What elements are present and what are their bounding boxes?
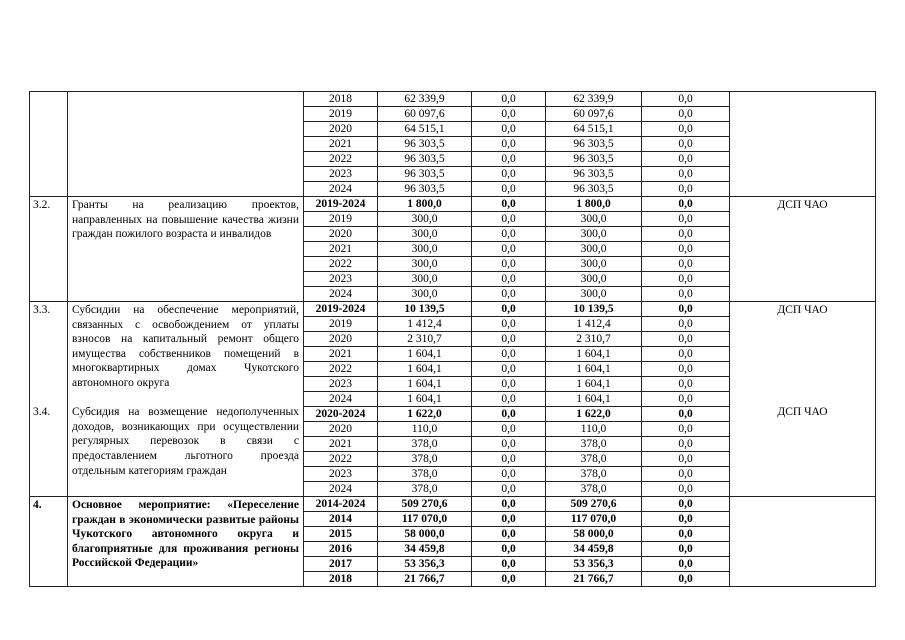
executor-text: ДСП ЧАО xyxy=(777,405,828,418)
year-cell: 2019 xyxy=(304,107,378,122)
item-number xyxy=(30,92,68,197)
regional-cell: 1 604,1 xyxy=(546,392,642,407)
other-cell: 0,0 xyxy=(642,557,730,572)
federal-cell: 0,0 xyxy=(472,287,546,302)
other-cell: 0,0 xyxy=(642,437,730,452)
regional-cell: 378,0 xyxy=(546,482,642,497)
federal-cell: 0,0 xyxy=(472,437,546,452)
year-cell: 2022 xyxy=(304,452,378,467)
other-cell: 0,0 xyxy=(642,332,730,347)
year-cell: 2020 xyxy=(304,422,378,437)
budget-table-page xyxy=(29,91,876,587)
regional-cell: 378,0 xyxy=(546,467,642,482)
executor-cell xyxy=(730,302,876,497)
year-cell: 2022 xyxy=(304,257,378,272)
federal-cell: 0,0 xyxy=(472,122,546,137)
other-cell: 0,0 xyxy=(642,497,730,512)
regional-cell: 1 412,4 xyxy=(546,317,642,332)
regional-cell: 53 356,3 xyxy=(546,557,642,572)
other-cell: 0,0 xyxy=(642,257,730,272)
total-cell: 96 303,5 xyxy=(378,152,472,167)
total-cell: 378,0 xyxy=(378,482,472,497)
regional-cell: 300,0 xyxy=(546,212,642,227)
executor-cell xyxy=(730,92,876,197)
regional-cell: 300,0 xyxy=(546,257,642,272)
other-cell: 0,0 xyxy=(642,407,730,422)
other-cell: 0,0 xyxy=(642,242,730,257)
other-cell: 0,0 xyxy=(642,227,730,242)
regional-cell: 58 000,0 xyxy=(546,527,642,542)
year-cell: 2024 xyxy=(304,182,378,197)
other-cell: 0,0 xyxy=(642,92,730,107)
federal-cell: 0,0 xyxy=(472,557,546,572)
federal-cell: 0,0 xyxy=(472,542,546,557)
item-number: 4. xyxy=(30,497,68,587)
regional-cell: 62 339,9 xyxy=(546,92,642,107)
year-cell: 2020 xyxy=(304,332,378,347)
item-name xyxy=(68,92,304,197)
regional-cell: 378,0 xyxy=(546,452,642,467)
table-row xyxy=(30,497,876,512)
total-cell: 1 604,1 xyxy=(378,377,472,392)
federal-cell: 0,0 xyxy=(472,377,546,392)
other-cell: 0,0 xyxy=(642,212,730,227)
year-cell: 2023 xyxy=(304,167,378,182)
regional-cell: 96 303,5 xyxy=(546,137,642,152)
other-cell: 0,0 xyxy=(642,482,730,497)
table-row xyxy=(30,302,876,317)
regional-cell: 1 800,0 xyxy=(546,197,642,212)
federal-cell: 0,0 xyxy=(472,167,546,182)
other-cell: 0,0 xyxy=(642,467,730,482)
federal-cell: 0,0 xyxy=(472,152,546,167)
other-cell: 0,0 xyxy=(642,362,730,377)
year-cell: 2014 xyxy=(304,512,378,527)
federal-cell: 0,0 xyxy=(472,392,546,407)
other-cell: 0,0 xyxy=(642,272,730,287)
executor-cell xyxy=(730,497,876,587)
federal-cell: 0,0 xyxy=(472,242,546,257)
regional-cell: 300,0 xyxy=(546,227,642,242)
other-cell: 0,0 xyxy=(642,317,730,332)
federal-cell: 0,0 xyxy=(472,197,546,212)
total-cell: 58 000,0 xyxy=(378,527,472,542)
other-cell: 0,0 xyxy=(642,167,730,182)
other-cell: 0,0 xyxy=(642,137,730,152)
total-cell: 64 515,1 xyxy=(378,122,472,137)
regional-cell: 1 604,1 xyxy=(546,362,642,377)
year-cell: 2021 xyxy=(304,437,378,452)
federal-cell: 0,0 xyxy=(472,482,546,497)
regional-cell: 60 097,6 xyxy=(546,107,642,122)
year-cell: 2018 xyxy=(304,92,378,107)
year-cell: 2024 xyxy=(304,392,378,407)
total-cell: 300,0 xyxy=(378,272,472,287)
other-cell: 0,0 xyxy=(642,452,730,467)
federal-cell: 0,0 xyxy=(472,527,546,542)
federal-cell: 0,0 xyxy=(472,467,546,482)
item-number: 3.2. xyxy=(30,197,68,302)
federal-cell: 0,0 xyxy=(472,347,546,362)
federal-cell: 0,0 xyxy=(472,332,546,347)
total-cell: 378,0 xyxy=(378,467,472,482)
executor-text: ДСП ЧАО xyxy=(777,304,828,316)
total-cell: 117 070,0 xyxy=(378,512,472,527)
other-cell: 0,0 xyxy=(642,422,730,437)
total-cell: 300,0 xyxy=(378,242,472,257)
year-cell: 2014-2024 xyxy=(304,497,378,512)
regional-cell: 509 270,6 xyxy=(546,497,642,512)
federal-cell: 0,0 xyxy=(472,107,546,122)
federal-cell: 0,0 xyxy=(472,407,546,422)
federal-cell: 0,0 xyxy=(472,257,546,272)
total-cell: 1 412,4 xyxy=(378,317,472,332)
other-cell: 0,0 xyxy=(642,542,730,557)
regional-cell: 2 310,7 xyxy=(546,332,642,347)
item-name-text: Гранты на реализацию проектов, направленных на повышение качества жизни граждан пожилого возраста и инвалидов xyxy=(72,199,299,241)
year-cell: 2023 xyxy=(304,467,378,482)
total-cell: 110,0 xyxy=(378,422,472,437)
funding-table-body xyxy=(30,92,876,587)
total-cell: 34 459,8 xyxy=(378,542,472,557)
federal-cell: 0,0 xyxy=(472,272,546,287)
regional-cell: 1 604,1 xyxy=(546,347,642,362)
year-cell: 2020-2024 xyxy=(304,407,378,422)
regional-cell: 96 303,5 xyxy=(546,167,642,182)
regional-cell: 96 303,5 xyxy=(546,152,642,167)
item-name-text: Субсидия на возмещение недополученных доходов, возникающих при осуществлении регулярных перевозок в связи с предоставлением льготного проезда отдельным категориям граждан xyxy=(72,406,299,477)
other-cell: 0,0 xyxy=(642,572,730,587)
federal-cell: 0,0 xyxy=(472,302,546,317)
regional-cell: 117 070,0 xyxy=(546,512,642,527)
total-cell: 1 622,0 xyxy=(378,407,472,422)
year-cell: 2020 xyxy=(304,227,378,242)
total-cell: 62 339,9 xyxy=(378,92,472,107)
regional-cell: 34 459,8 xyxy=(546,542,642,557)
total-cell: 53 356,3 xyxy=(378,557,472,572)
total-cell: 1 800,0 xyxy=(378,197,472,212)
total-cell: 509 270,6 xyxy=(378,497,472,512)
total-cell: 96 303,5 xyxy=(378,167,472,182)
year-cell: 2021 xyxy=(304,137,378,152)
other-cell: 0,0 xyxy=(642,512,730,527)
federal-cell: 0,0 xyxy=(472,497,546,512)
year-cell: 2019-2024 xyxy=(304,302,378,317)
total-cell: 1 604,1 xyxy=(378,362,472,377)
other-cell: 0,0 xyxy=(642,152,730,167)
federal-cell: 0,0 xyxy=(472,137,546,152)
federal-cell: 0,0 xyxy=(472,317,546,332)
other-cell: 0,0 xyxy=(642,347,730,362)
regional-cell: 64 515,1 xyxy=(546,122,642,137)
total-cell: 96 303,5 xyxy=(378,182,472,197)
federal-cell: 0,0 xyxy=(472,212,546,227)
federal-cell: 0,0 xyxy=(472,92,546,107)
item-name-text: Основное мероприятие: «Переселение граждан в экономически развитые районы Чукотского автономного округа и благоприятные для проживания регионы Российской Федерации» xyxy=(72,499,299,570)
table-row xyxy=(30,92,876,107)
regional-cell: 300,0 xyxy=(546,242,642,257)
other-cell: 0,0 xyxy=(642,287,730,302)
federal-cell: 0,0 xyxy=(472,362,546,377)
executor-text: ДСП ЧАО xyxy=(777,199,828,211)
total-cell: 378,0 xyxy=(378,452,472,467)
year-cell: 2023 xyxy=(304,377,378,392)
regional-cell: 110,0 xyxy=(546,422,642,437)
year-cell: 2022 xyxy=(304,362,378,377)
year-cell: 2024 xyxy=(304,482,378,497)
other-cell: 0,0 xyxy=(642,302,730,317)
total-cell: 21 766,7 xyxy=(378,572,472,587)
other-cell: 0,0 xyxy=(642,392,730,407)
total-cell: 1 604,1 xyxy=(378,392,472,407)
year-cell: 2022 xyxy=(304,152,378,167)
year-cell: 2021 xyxy=(304,347,378,362)
other-cell: 0,0 xyxy=(642,182,730,197)
regional-cell: 10 139,5 xyxy=(546,302,642,317)
regional-cell: 378,0 xyxy=(546,437,642,452)
total-cell: 2 310,7 xyxy=(378,332,472,347)
executor-cell xyxy=(730,197,876,302)
regional-cell: 1 622,0 xyxy=(546,407,642,422)
item-number-value: 3.3. xyxy=(33,304,51,316)
regional-cell: 300,0 xyxy=(546,272,642,287)
other-cell: 0,0 xyxy=(642,107,730,122)
funding-table xyxy=(29,91,876,587)
total-cell: 1 604,1 xyxy=(378,347,472,362)
year-cell: 2019 xyxy=(304,212,378,227)
other-cell: 0,0 xyxy=(642,527,730,542)
federal-cell: 0,0 xyxy=(472,227,546,242)
item-number-value: 3.4. xyxy=(33,405,51,418)
item-number xyxy=(30,302,68,497)
total-cell: 60 097,6 xyxy=(378,107,472,122)
year-cell: 2021 xyxy=(304,242,378,257)
federal-cell: 0,0 xyxy=(472,452,546,467)
total-cell: 10 139,5 xyxy=(378,302,472,317)
item-name xyxy=(68,302,304,497)
federal-cell: 0,0 xyxy=(472,422,546,437)
item-name xyxy=(68,497,304,587)
item-name xyxy=(68,197,304,302)
year-cell: 2016 xyxy=(304,542,378,557)
other-cell: 0,0 xyxy=(642,377,730,392)
other-cell: 0,0 xyxy=(642,122,730,137)
federal-cell: 0,0 xyxy=(472,182,546,197)
total-cell: 96 303,5 xyxy=(378,137,472,152)
year-cell: 2015 xyxy=(304,527,378,542)
regional-cell: 1 604,1 xyxy=(546,377,642,392)
total-cell: 300,0 xyxy=(378,227,472,242)
federal-cell: 0,0 xyxy=(472,512,546,527)
table-row xyxy=(30,197,876,212)
total-cell: 300,0 xyxy=(378,287,472,302)
regional-cell: 96 303,5 xyxy=(546,182,642,197)
year-cell: 2024 xyxy=(304,287,378,302)
year-cell: 2019-2024 xyxy=(304,197,378,212)
regional-cell: 21 766,7 xyxy=(546,572,642,587)
year-cell: 2020 xyxy=(304,122,378,137)
total-cell: 378,0 xyxy=(378,437,472,452)
federal-cell: 0,0 xyxy=(472,572,546,587)
year-cell: 2023 xyxy=(304,272,378,287)
year-cell: 2019 xyxy=(304,317,378,332)
year-cell: 2017 xyxy=(304,557,378,572)
year-cell: 2018 xyxy=(304,572,378,587)
other-cell: 0,0 xyxy=(642,197,730,212)
regional-cell: 300,0 xyxy=(546,287,642,302)
total-cell: 300,0 xyxy=(378,257,472,272)
item-name-text: Субсидии на обеспечение мероприятий, связанных с освобождением от уплаты взносов на капитальный ремонт общего имущества собственников помещений в многоквартирных домах Чукотского автономного округа xyxy=(72,304,299,389)
total-cell: 300,0 xyxy=(378,212,472,227)
